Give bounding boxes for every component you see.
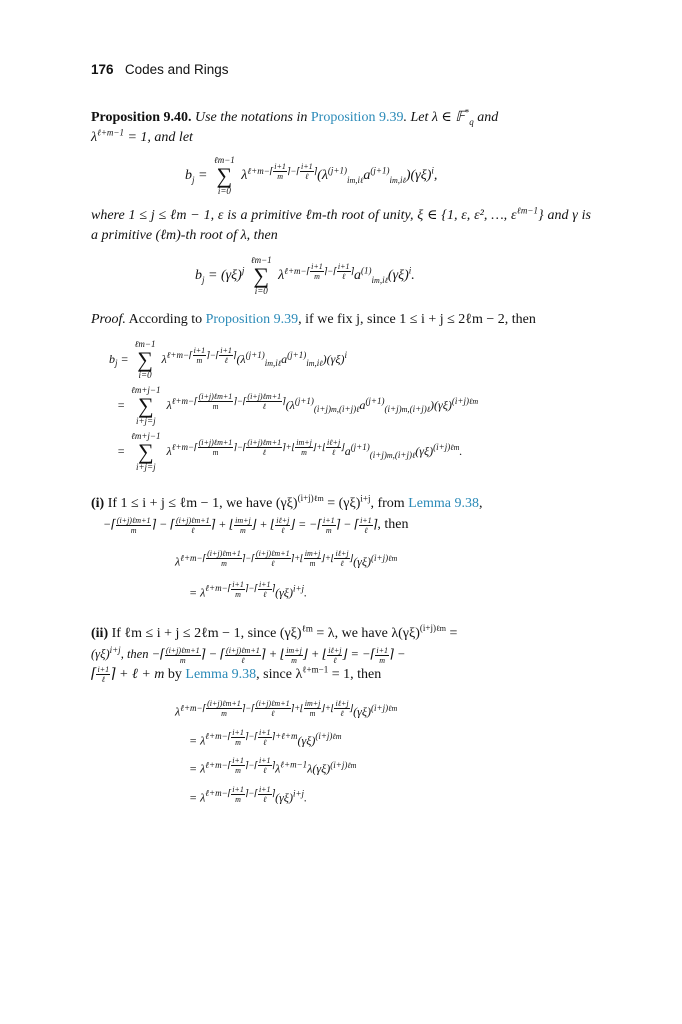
page-number: 176 — [91, 62, 114, 77]
proposition-label: Proposition 9.40. — [91, 110, 192, 125]
case-i-label: (i) — [91, 496, 105, 511]
equation-bj-expansion-1: $b_j$ = ℓm−1 ∑ i=0 $\lambda^{\ell+m-⌈ \frac{i+1}{m} ⌉-⌈ \frac{i+1}{\text{ℓ}} ⌉}(\lambda^{(j+1)}_{im,i\ell}a^{(j+1)}_{im,i\ell})(\gamma\xi)^i$ — [109, 339, 347, 380]
case-ii-equation-2: = $\lambda^{\ell+m-⌈ \frac{i+1}{m} ⌉-⌈ \frac{i+1}{\text{ℓ}} ⌉+\ell+m}(\gamma\xi)^{(i+j)\ell m}$ — [189, 727, 342, 748]
case-ii-equation-3: = $\lambda^{\ell+m-⌈ \frac{i+1}{m} ⌉-⌈ \frac{i+1}{\text{ℓ}} ⌉}\lambda^{\ell+m-1}\lambda(\gamma\xi)^{(i+j)\ell m}$ — [189, 756, 357, 776]
case-ii-label: (ii) — [91, 626, 109, 642]
proposition-9-39-link-2[interactable]: Proposition 9.39 — [205, 312, 299, 327]
case-ii-equation-4: = $\lambda^{\ell+m-⌈ \frac{i+1}{m} ⌉-⌈ \frac{i+1}{\text{ℓ}} ⌉}(\gamma\xi)^{i+j}$. — [189, 784, 308, 805]
running-title: Codes and Rings — [124, 62, 229, 77]
equation-bj-2: $b_j = (\gamma\xi)^j$ ℓm−1 ∑ i=0 $\lambda^{\ell+m-⌈ \frac{i+1}{m} ⌉-⌈ \frac{i+1}{\text{ℓ}} ⌉}a^{(1)}_{im,i\ell}(\gamma\xi)^i$. — [195, 255, 415, 296]
where-clause: where 1 ≤ j ≤ ℓm − 1, ε is a primitive ℓm-th root of unity, ξ ∈ {1, ε, ε², …, $\varepsilon^{\ell m-1}$} and γ is a primitive (ℓm)-th root of λ, then — [91, 205, 591, 243]
proposition-statement: Proposition 9.40. Use the notations in Proposition 9.39. Let λ ∈ 𝔽*$_q$ and $\lambda^{\ell+m-1} = 1$, and let — [91, 107, 499, 145]
running-header — [91, 62, 591, 82]
equation-bj-1: $b_j$ = ℓm−1 ∑ i=0 $\lambda^{\ell+m-⌈ \frac{i+1}{m} ⌉-⌈ \frac{i+1}{\text{ℓ}} ⌉}(\lambda^{(j+1)}_{im,i\ell}a^{(j+1)}_{im,i\ell})(\gamma\xi)^i$, — [185, 155, 438, 196]
case-ii: (ii) If ℓm ≤ i + j ≤ 2ℓm − 1, since $(\gamma\xi)^{\ell m} = \lambda$, we have $\lambda(\gamma\xi)^{(i+j)\ell m}$ = $(\gamma\xi)^{i+j}$, then −⌈ $\frac{\text{(i+j)ℓm+1}}{m}$ ⌉ − ⌈ $\frac{\text{(i+j)ℓm+1}}{\text{ℓ}}$ ⌉ + ⌊ $\frac{im+j}{m}$ ⌋ + ⌊ $\frac{\text{iℓ+j}}{\text{ℓ}}$ ⌋ = −⌈ $\frac{i+1}{m}$ ⌉ − ⌈ $\frac{i+1}{\text{ℓ}}$ ⌉ + ℓ + m by Lemma 9.38, since $\lambda^{\ell+m-1} = 1$, then — [91, 623, 458, 685]
case-ii-equation-1: $\lambda^{\ell+m-⌈ \frac{\text{(i+j)ℓm+1}}{m} ⌉-⌈ \frac{\text{(i+j)ℓm+1}}{\text{ℓ}} ⌉+⌊ \frac{im+j}{m} ⌋+⌊ \frac{\text{iℓ+j}}{\text{ℓ}} ⌋}(\gamma\xi)^{(i+j)\ell m}$ — [175, 699, 398, 719]
lemma-9-38-link-2[interactable]: Lemma 9.38 — [185, 667, 257, 683]
equation-bj-expansion-3: = ℓm+j−1 ∑ i+j=j $\lambda^{\ell+m-⌈ \frac{\text{(i+j)ℓm+1}}{m} ⌉-⌈ \frac{\text{(i+j)ℓm+1}}{\text{ℓ}} ⌉+⌊ \frac{im+j}{m} ⌋+⌊ \frac{\text{iℓ+j}}{\text{ℓ}} ⌋}a^{(j+1)}_{(i+j)m,(i+j)\ell}(\gamma\xi)^{(i+j)\ell m}$. — [117, 431, 463, 472]
proof-label: Proof. — [91, 312, 126, 327]
equation-bj-expansion-2: = ℓm+j−1 ∑ i+j=j $\lambda^{\ell+m-⌈ \frac{\text{(i+j)ℓm+1}}{m} ⌉-⌈ \frac{\text{(i+j)ℓm+1}}{\text{ℓ}} ⌉}(\lambda^{(j+1)}_{(i+j)m,(i+j)\ell}a^{(j+1)}_{(i+j)m,(i+j)\ell})(\gamma\xi)^{(i+j)\ell m}$ — [117, 385, 479, 426]
case-i-equation-2: = $\lambda^{\ell+m-⌈ \frac{i+1}{m} ⌉-⌈ \frac{i+1}{\text{ℓ}} ⌉}(\gamma\xi)^{i+j}$. — [189, 579, 308, 600]
case-i-equation-1: $\lambda^{\ell+m-⌈ \frac{\text{(i+j)ℓm+1}}{m} ⌉-⌈ \frac{\text{(i+j)ℓm+1}}{\text{ℓ}} ⌉+⌊ \frac{im+j}{m} ⌋+⌊ \frac{\text{iℓ+j}}{\text{ℓ}} ⌋}(\gamma\xi)^{(i+j)\ell m}$ — [175, 549, 398, 569]
lemma-9-38-link[interactable]: Lemma 9.38 — [408, 496, 479, 511]
case-i: (i) If 1 ≤ i + j ≤ ℓm − 1, we have $(\gamma\xi)^{(i+j)\ell m} = (\gamma\xi)^{i+j}$, from Lemma 9.38, −⌈ $\frac{\text{(i+j)ℓm+1}}{m}$ ⌉ − ⌈ $\frac{\text{(i+j)ℓm+1}}{\text{ℓ}}$ ⌉ + ⌊ $\frac{im+j}{m}$ ⌋ + ⌊ $\frac{\text{iℓ+j}}{\text{ℓ}}$ ⌋ = −⌈ $\frac{i+1}{m}$ ⌉ − ⌈ $\frac{i+1}{\text{ℓ}}$ ⌉, then — [91, 493, 483, 535]
page — [91, 62, 591, 805]
proof-intro: Proof. According to Proposition 9.39, if we fix j, since 1 ≤ i + j ≤ 2ℓm − 2, then — [91, 312, 536, 327]
proposition-9-39-link[interactable]: Proposition 9.39 — [310, 110, 404, 125]
